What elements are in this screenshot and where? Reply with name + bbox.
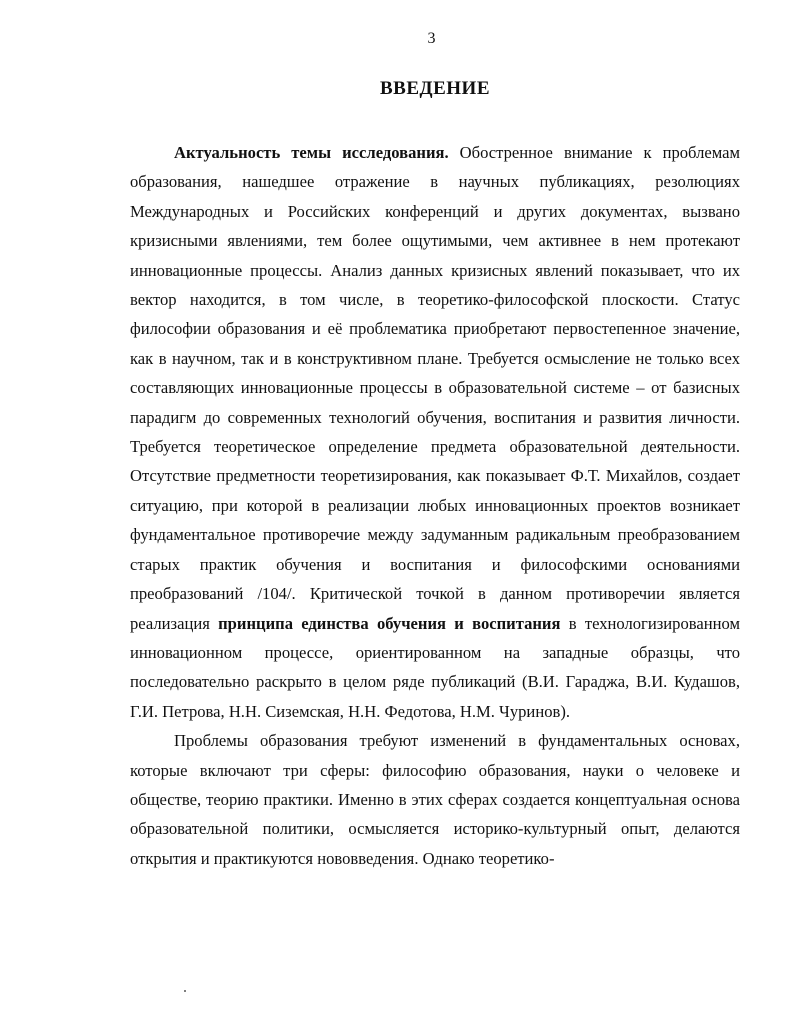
page-number: 3	[427, 30, 436, 47]
paragraph-relevance	[130, 138, 740, 726]
relevance-lead: Актуальность темы исследования.	[174, 143, 449, 162]
relevance-text-part2: в технологизированном инновационном процессе, ориентированном на западные образцы, что последовательно раскрыто в целом ряде публикаций (В.И. Гараджа, В.И. Кудашов, Г.И. Петрова, Н.Н. Сиземская, Н.Н. Федотова, Н.М. Чуринов).	[130, 613, 740, 721]
section-heading: ВВЕДЕНИЕ	[380, 78, 490, 99]
principle-bold-phrase: принципа единства обучения и воспитания	[218, 613, 561, 633]
paragraph-problems: Проблемы образования требуют изменений в фундаментальных основах, которые включают три сферы: философию образования, науки о человеке и обществе, теорию практики. Именно в этих сферах создается концептуальная основа образовательной политики, осмысляется историко-культурный опыт, делаются открытия и практикуются нововведения. Однако теоретико-	[130, 731, 740, 868]
relevance-text-part1: Обостренное внимание к проблемам образования, нашедшее отражение в научных публикациях, резолюциях Международных и Российских конференций и других документах, вызвано кризисными явлениями, тем более ощутимыми, чем активнее в нем протекают инновационные процессы. Анализ данных кризисных явлений показывает, что их вектор находится, в том числе, в теоретико-философской плоскости. Статус философии образования и её проблематика приобретают первостепенное значение, как в научном, так и в конструктивном плане. Требуется осмысление не только всех составляющих инновационные процессы в образовательной системе – от базисных парадигм до современных технологий обучения, воспитания и развития личности. Требуется теоретическое определение предмета образовательной деятельности. Отсутствие предметности теоретизирования, как показывает Ф.Т. Михайлов, создает ситуацию, при которой в реализации любых инновационных проектов возникает фундаментальное противоречие между задуманным радикальным преобразованием старых практик обучения и воспитания и философскими основаниями преобразований /104/. Критической точкой в данном противоречии является реализация	[130, 143, 740, 633]
body-text	[130, 138, 740, 873]
scan-speck	[184, 990, 186, 992]
